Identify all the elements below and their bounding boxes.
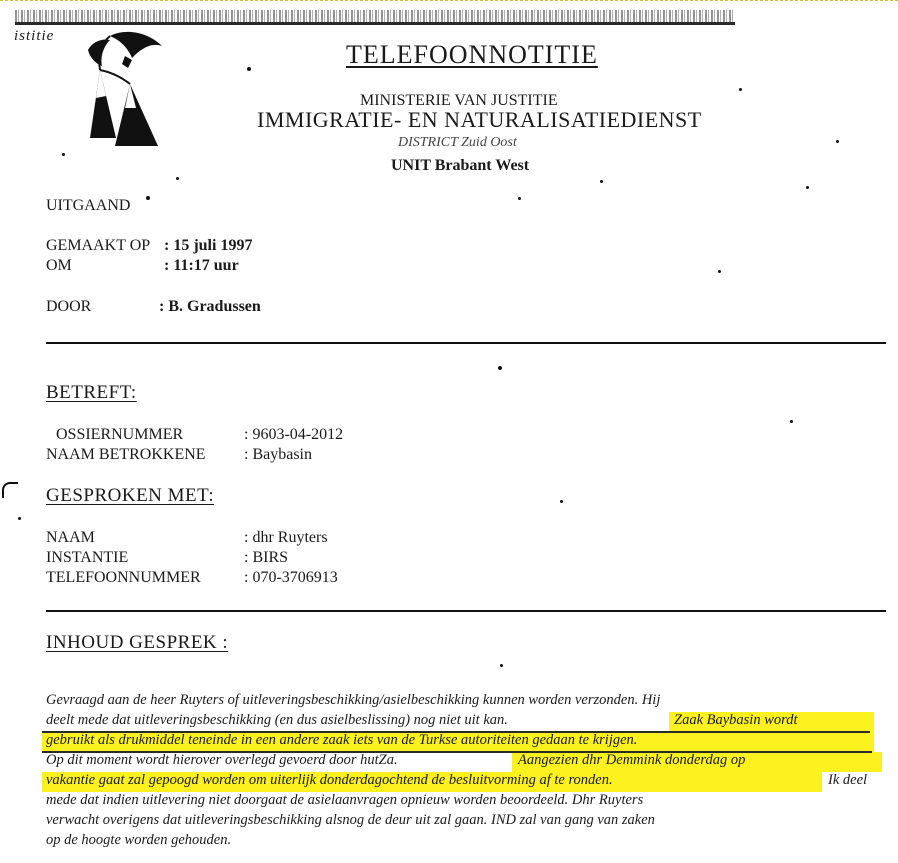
- content-heading: INHOUD GESPREK :: [46, 632, 229, 653]
- district-name: DISTRICT Zuid Oost: [398, 135, 517, 150]
- scan-speck: [806, 186, 809, 189]
- ministry-logo: [70, 28, 180, 148]
- content-line: mede dat indien uitlevering niet doorgaat de asielaanvragen opnieuw worden beoordeeld. Dhr Ruyters: [46, 792, 644, 808]
- regarding-heading: BETREFT:: [46, 382, 137, 403]
- letterhead-fragment: istitie: [14, 28, 55, 44]
- phone-value: : 070-3706913: [244, 569, 338, 586]
- section-divider: [46, 342, 886, 344]
- unit-name: UNIT Brabant West: [391, 157, 530, 174]
- margin-mark: [2, 482, 18, 498]
- content-line: op de hoogte worden gehouden.: [46, 832, 232, 848]
- by-label: DOOR: [46, 298, 92, 315]
- content-line: verwacht overigens dat uitleveringsbeschikking alsnog de deur uit zal gaan. IND zal van gang van zaken: [46, 812, 655, 828]
- scan-speck: [600, 180, 603, 183]
- made-on-label: GEMAAKT OP: [46, 237, 151, 254]
- agency-label: INSTANTIE: [46, 549, 129, 566]
- content-line: gebruikt als drukmiddel teneinde in een andere zaak iets van de Turkse autoriteiten gedaan te krijgen.: [46, 732, 638, 748]
- scan-speck: [836, 140, 839, 143]
- service-name: IMMIGRATIE- EN NATURALISATIEDIENST: [257, 107, 702, 132]
- scan-speck: [518, 197, 521, 200]
- scan-speck: [18, 517, 21, 520]
- content-line: Zaak Baybasin wordt: [674, 712, 798, 728]
- call-direction: UITGAAND: [46, 197, 131, 214]
- scan-speck: [718, 270, 721, 273]
- content-line: Ik deel: [828, 772, 868, 788]
- scan-noise-strip: [15, 10, 735, 22]
- content-line: Op dit moment wordt hierover overlegd gevoerd door hutZa.: [46, 752, 398, 768]
- content-line: Aangezien dhr Demmink donderdag op: [518, 752, 746, 768]
- scan-speck: [560, 500, 563, 503]
- agency-value: : BIRS: [244, 549, 289, 566]
- file-number-value: : 9603-04-2012: [244, 426, 344, 443]
- content-line: vakantie gaat zal gepoogd worden om uiterlijk donderdagochtend de besluitvorming af te ronden.: [46, 772, 613, 788]
- content-line: deelt mede dat uitleveringsbeschikking (en dus asielbeslissing) nog niet uit kan.: [46, 712, 508, 728]
- scan-speck: [500, 664, 503, 667]
- at-label: OM: [46, 257, 72, 274]
- person-value: : Baybasin: [244, 446, 312, 463]
- scan-speck: [498, 366, 502, 370]
- contact-name-value: : dhr Ruyters: [244, 529, 328, 546]
- person-label: NAAM BETROKKENE: [46, 446, 206, 463]
- file-number-label: OSSIERNUMMER: [56, 426, 184, 443]
- by-value: : B. Gradussen: [159, 298, 261, 315]
- made-on-value: : 15 juli 1997: [164, 237, 253, 254]
- phone-label: TELEFOONNUMMER: [46, 569, 201, 586]
- scan-speck: [247, 67, 251, 71]
- at-value: : 11:17 uur: [164, 257, 239, 274]
- scan-speck: [146, 196, 150, 200]
- ministry-name: MINISTERIE VAN JUSTITIE: [360, 92, 558, 109]
- scan-noise-line: [15, 22, 735, 25]
- page-top-border: [0, 0, 898, 1]
- contact-name-label: NAAM: [46, 529, 95, 546]
- spoken-with-heading: GESPROKEN MET:: [46, 485, 215, 506]
- scan-speck: [62, 153, 65, 156]
- scan-speck: [790, 420, 793, 423]
- section-divider: [46, 610, 886, 612]
- document-title: TELEFOONNOTITIE: [346, 40, 598, 69]
- scan-speck: [176, 177, 179, 180]
- scan-speck: [739, 88, 742, 91]
- content-line: Gevraagd aan de heer Ruyters of uitleveringsbeschikking/asielbeschikking kunnen worden verzonden. Hij: [46, 692, 661, 708]
